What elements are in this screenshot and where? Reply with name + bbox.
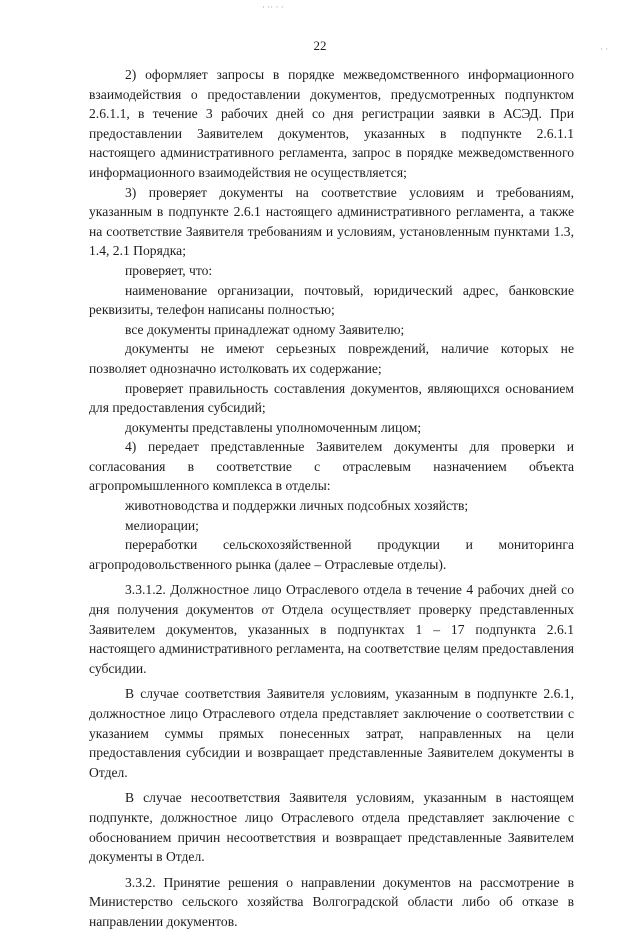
document-body: [89, 65, 574, 932]
paragraph: переработки сельскохозяйственной продукции и мониторинга агропродовольственного рынка (далее – Отраслевые отделы).: [89, 537, 574, 572]
scan-artifact: · ·: [600, 44, 609, 54]
scan-artifact: · ·· · ·: [262, 2, 284, 12]
paragraph: документы представлены уполномоченным лицом;: [125, 419, 422, 435]
paragraph: наименование организации, почтовый, юридический адрес, банковские реквизиты, телефон написаны полностью;: [89, 282, 574, 318]
paragraph: животноводства и поддержки личных подсобных хозяйств;: [125, 498, 469, 514]
paragraph: В случае несоответствия Заявителя условиям, указанным в настоящем подпункте, должностное лицо Отраслевого отдела представляет заключение с обоснованием причин несоответствия и возвращает представленные Заявителем документы в Отдел.: [89, 790, 574, 865]
paragraph: проверяет правильность составления документов, являющихся основанием для предоставления субсидий;: [89, 380, 574, 416]
paragraph: мелиорации;: [125, 517, 199, 533]
paragraph: 3) проверяет документы на соответствие условиям и требованиям, указанным в подпункте 2.6.1 настоящего административного регламента, а также на соответствие Заявителя требованиям и условиям, установленным пунктами 1.3, 1.4, 2.1 Порядка;: [89, 184, 574, 259]
paragraph: 2) оформляет запросы в порядке межведомственного информационного взаимодействия о предоставлении документов, предусмотренных подпунктом 2.6.1.1, в течение 3 рабочих дней со дня регистрации заявки в АСЭД. При предоставлении Заявителем документов, указанных в подпункте 2.6.1.1 настоящего административного регламента, запрос в порядке межведомственного информационного взаимодействия не осуществляется;: [89, 67, 574, 180]
paragraph: 4) передает представленные Заявителем документы для проверки и согласования в соответствие с отраслевым назначением объекта агропромышленного комплекса в отделы:: [89, 439, 574, 494]
page-number: 22: [313, 38, 327, 53]
paragraph: В случае соответствия Заявителя условиям, указанным в подпункте 2.6.1, должностное лицо Отраслевого отдела представляет заключение о соответствии с указанием суммы прямых понесенных затрат, направленных на цели предоставления субсидии и возвращает представленные Заявителем документы в Отдел.: [89, 686, 574, 780]
paragraph: 3.3.1.2. Должностное лицо Отраслевого отдела в течение 4 рабочих дней со дня получения документов от Отдела осуществляет проверку представленных Заявителем документов, указанных в подпунктах 1 – 17 подпункта 2.6.1 настоящего административного регламента, на соответствие целям предоставления субсидии.: [89, 582, 574, 676]
paragraph: документы не имеют серьезных повреждений, наличие которых не позволяет однозначно истолковать их содержание;: [89, 341, 574, 376]
paragraph: 3.3.2. Принятие решения о направлении документов на рассмотрение в Министерство сельского хозяйства Волгоградской области либо об отказе в направлении документов.: [89, 874, 574, 929]
paragraph: все документы принадлежат одному Заявителю;: [125, 321, 405, 337]
paragraph: проверяет, что:: [125, 262, 213, 278]
